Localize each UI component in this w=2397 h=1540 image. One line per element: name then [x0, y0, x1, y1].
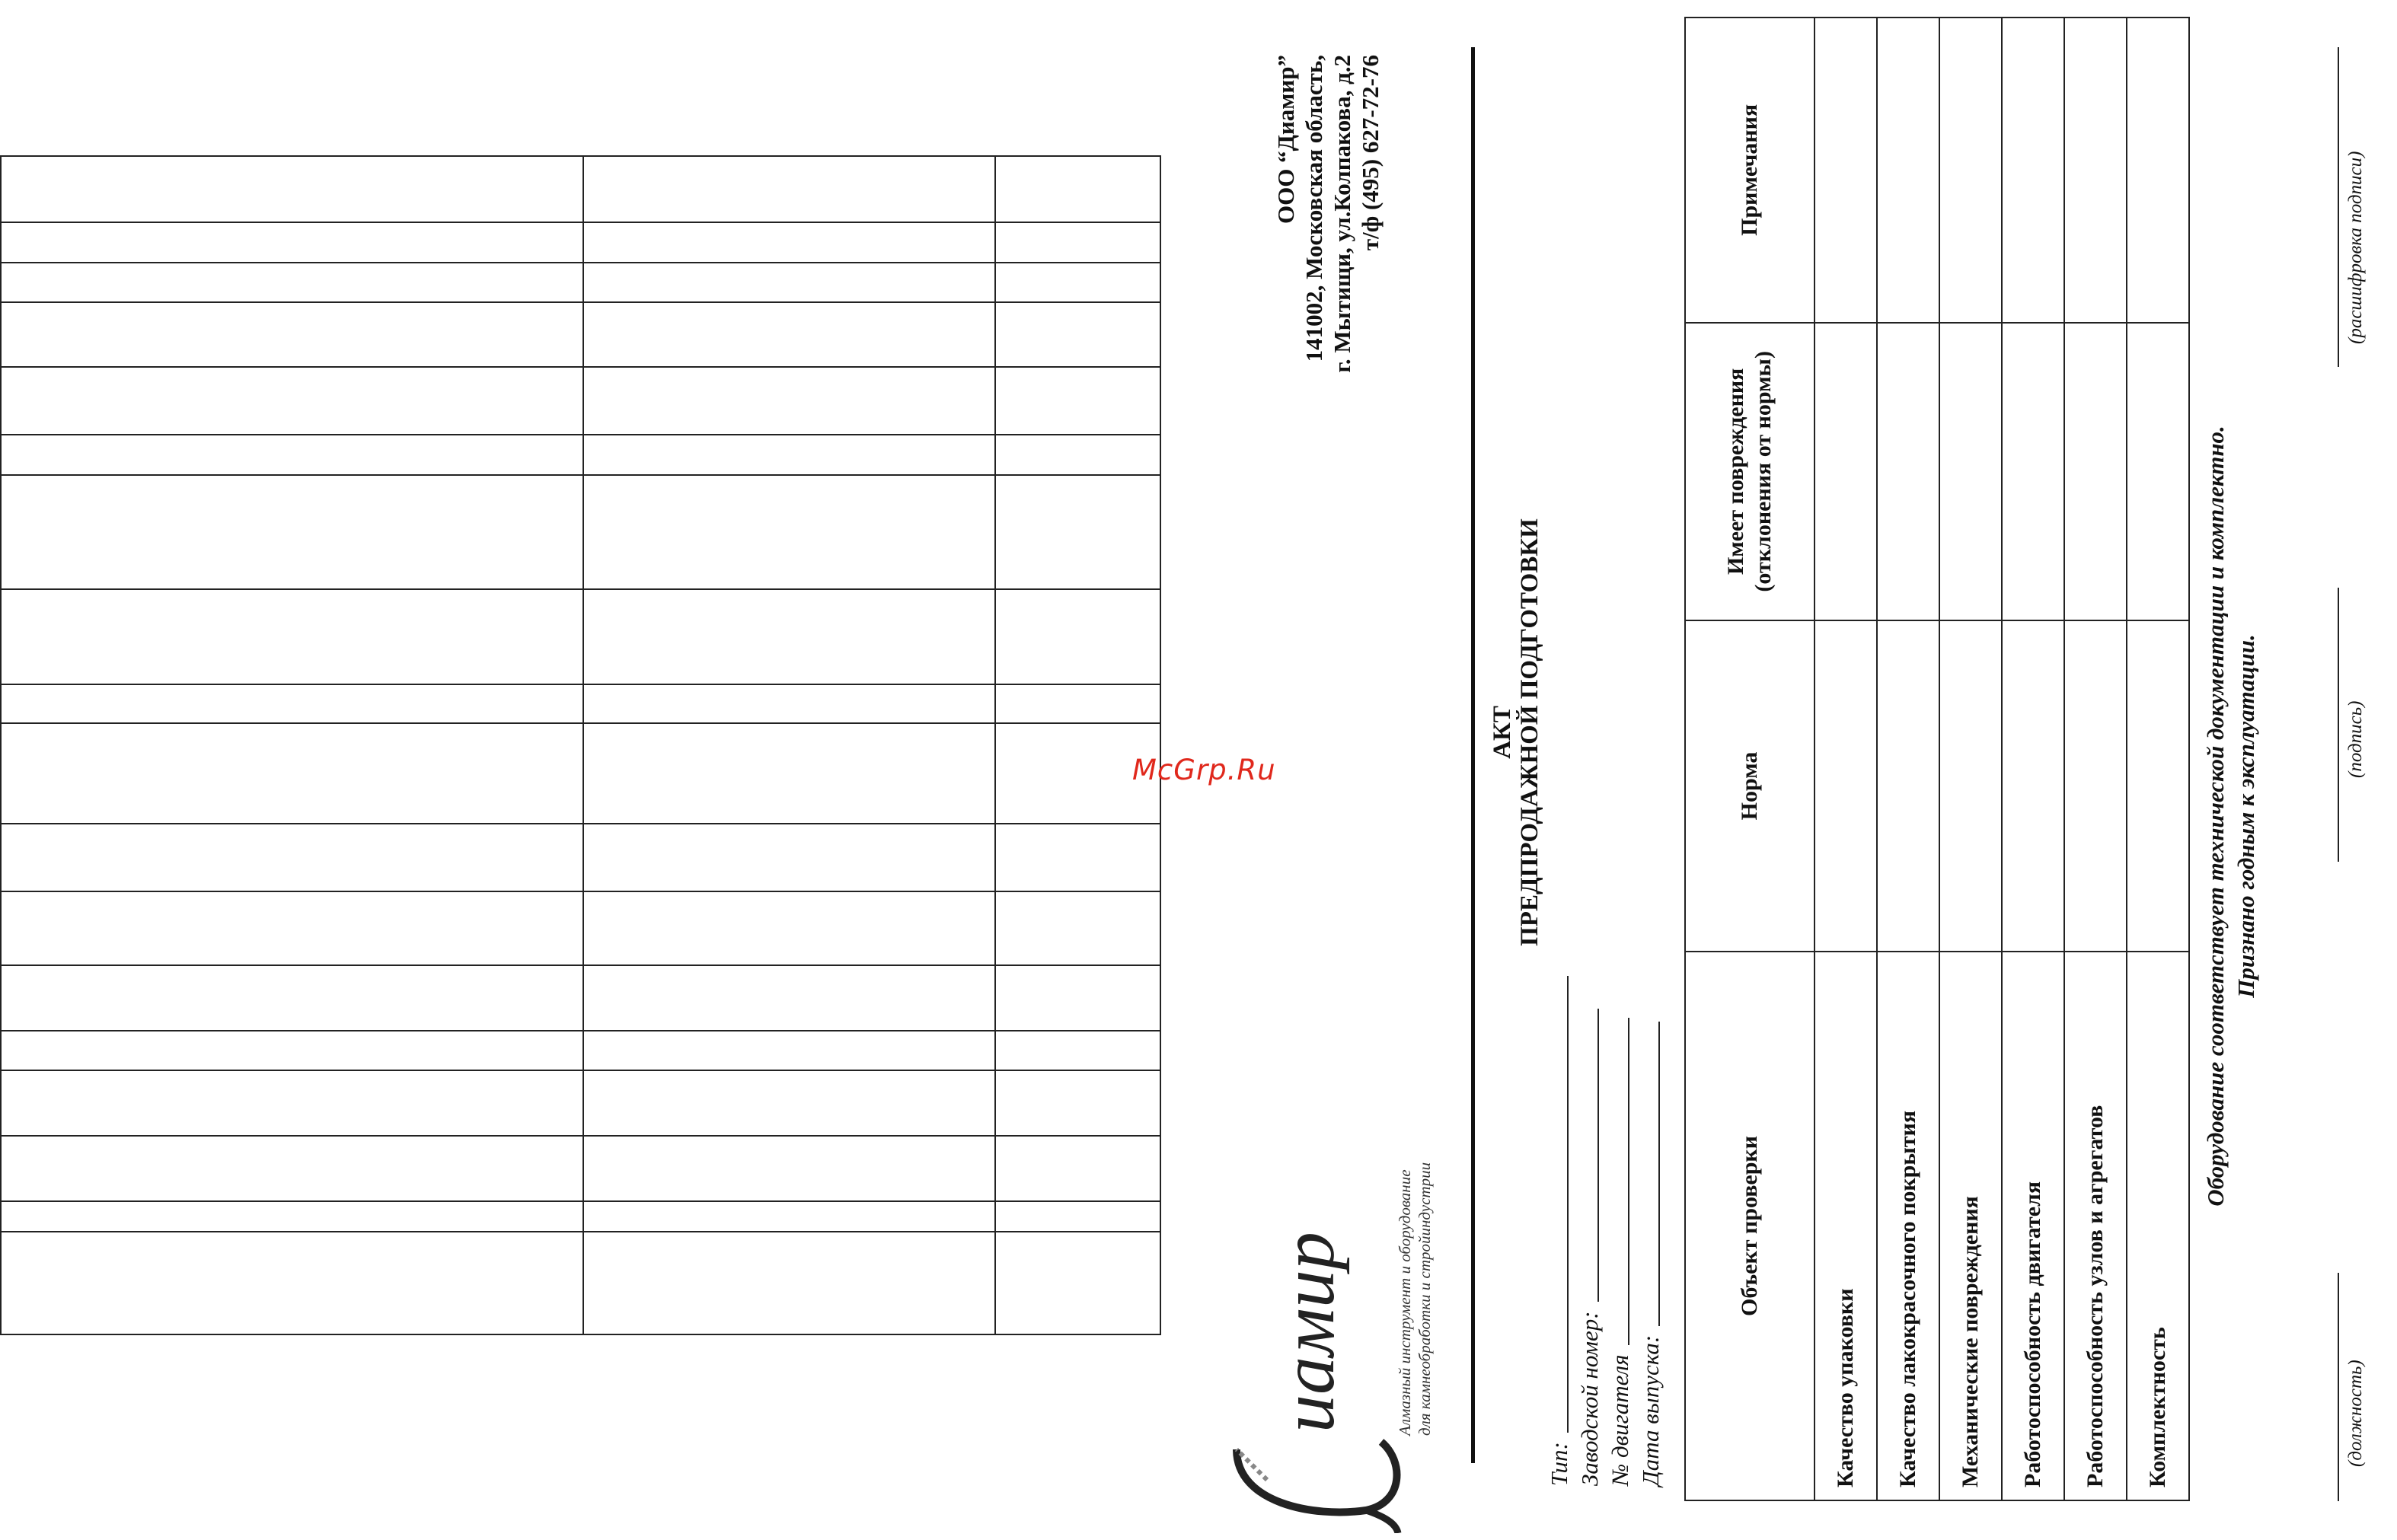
cell[interactable] [1815, 18, 1877, 323]
cell[interactable] [1877, 620, 1939, 952]
grid-row [1, 1201, 1160, 1232]
grid-cell[interactable] [995, 824, 1160, 891]
grid-cell[interactable] [583, 1201, 995, 1232]
grid-cell[interactable] [995, 589, 1160, 684]
grid-cell[interactable] [1, 723, 583, 824]
inspection-table [1684, 17, 2190, 1501]
cell[interactable] [1877, 323, 1939, 620]
grid-row [1, 1031, 1160, 1070]
table-row [2127, 18, 2189, 1500]
field-date-line [1658, 1022, 1660, 1326]
grid-cell[interactable] [1, 965, 583, 1031]
table-row [2064, 18, 2127, 1500]
grid-cell[interactable] [583, 684, 995, 723]
grid-cell[interactable] [995, 435, 1160, 475]
grid-cell[interactable] [583, 156, 995, 222]
grid-cell[interactable] [1, 824, 583, 891]
company-phone: т/ф (495) 627-72-76 [1357, 55, 1384, 251]
signature-position-line[interactable] [2338, 1273, 2339, 1501]
grid-cell[interactable] [1, 475, 583, 589]
grid-row [1, 891, 1160, 965]
grid-cell[interactable] [995, 302, 1160, 367]
cell[interactable] [2002, 323, 2064, 620]
grid-cell[interactable] [583, 1232, 995, 1334]
header-object: Объект проверки [1685, 952, 1815, 1500]
logo-wordmark: иамир [1266, 1232, 1350, 1433]
grid-cell[interactable] [995, 263, 1160, 302]
grid-cell[interactable] [995, 965, 1160, 1031]
grid-cell[interactable] [995, 1136, 1160, 1201]
cell[interactable] [2064, 620, 2127, 952]
field-serial-line [1597, 1009, 1599, 1302]
grid-cell[interactable] [1, 684, 583, 723]
logo-tagline: Алмазный инструмент и оборудование для камнеобработки и стройиндустрии [1396, 1162, 1435, 1436]
cell[interactable] [1877, 18, 1939, 323]
grid-cell[interactable] [583, 965, 995, 1031]
grid-cell[interactable] [1, 156, 583, 222]
grid-cell[interactable] [583, 1070, 995, 1136]
grid-cell[interactable] [583, 435, 995, 475]
grid-cell[interactable] [583, 589, 995, 684]
cell[interactable] [2064, 18, 2127, 323]
cell[interactable] [1815, 620, 1877, 952]
company-name: ООО “Диамир” [1272, 55, 1299, 224]
watermark: McGrp.Ru [1132, 754, 1276, 786]
grid-cell[interactable] [1, 1031, 583, 1070]
signature-decode-caption: (расшифровка подписи) [2345, 151, 2366, 344]
grid-cell[interactable] [583, 222, 995, 263]
grid-row [1, 222, 1160, 263]
table-row [1877, 18, 1939, 1500]
field-serial[interactable]: Заводской номер: [1575, 976, 1605, 1486]
header-norm: Норма [1685, 620, 1815, 952]
field-type[interactable]: Тип: [1544, 976, 1575, 1486]
grid-cell[interactable] [583, 1031, 995, 1070]
grid-cell[interactable] [583, 475, 995, 589]
row-label: Работоспособность узлов и агрегатов [2064, 952, 2127, 1500]
table-row [2002, 18, 2064, 1500]
grid-cell[interactable] [583, 891, 995, 965]
blank-grid-table [0, 155, 1161, 1335]
cell[interactable] [2002, 18, 2064, 323]
grid-cell[interactable] [583, 1136, 995, 1201]
grid-cell[interactable] [1, 222, 583, 263]
grid-row [1, 723, 1160, 824]
field-engine[interactable]: № двигателя [1605, 976, 1636, 1486]
grid-row [1, 1232, 1160, 1334]
equipment-fields [1544, 976, 1666, 1486]
grid-cell[interactable] [995, 367, 1160, 435]
act-title [1489, 466, 1543, 999]
grid-row [1, 435, 1160, 475]
cell[interactable] [2127, 323, 2189, 620]
grid-cell[interactable] [1, 435, 583, 475]
header-divider [1471, 47, 1475, 1463]
cell[interactable] [1939, 620, 2002, 952]
signature-position-caption: (должность) [2345, 1360, 2366, 1467]
grid-cell[interactable] [995, 1201, 1160, 1232]
grid-row [1, 589, 1160, 684]
row-label: Качество упаковки [1815, 952, 1877, 1500]
grid-cell[interactable] [995, 1031, 1160, 1070]
cell[interactable] [2064, 323, 2127, 620]
grid-cell[interactable] [583, 263, 995, 302]
grid-cell[interactable] [1, 1232, 583, 1334]
grid-row [1, 475, 1160, 589]
table-row [1815, 18, 1877, 1500]
grid-cell[interactable] [995, 1070, 1160, 1136]
grid-cell[interactable] [1, 1201, 583, 1232]
signature-line[interactable] [2338, 588, 2339, 862]
grid-cell[interactable] [995, 891, 1160, 965]
cell[interactable] [1815, 323, 1877, 620]
header-notes: Примечания [1685, 18, 1815, 323]
grid-row [1, 302, 1160, 367]
act-form [1218, 17, 2397, 1532]
logo-d-icon [1221, 1419, 1412, 1533]
grid-cell[interactable] [995, 684, 1160, 723]
grid-cell[interactable] [1, 891, 583, 965]
company-address-line1: 141002, Московская область, [1301, 55, 1327, 362]
act-title-sub: ПРЕДПРОДАЖНОЙ ПОДГОТОВКИ [1516, 518, 1543, 946]
row-label: Качество лакокрасочного покрытия [1877, 952, 1939, 1500]
field-type-line [1567, 976, 1569, 1433]
grid-row [1, 824, 1160, 891]
grid-cell[interactable] [583, 723, 995, 824]
row-label: Механические повреждения [1939, 952, 2002, 1500]
field-date[interactable]: Дата выпуска: [1636, 976, 1666, 1486]
grid-cell[interactable] [1, 302, 583, 367]
diamir-logo [1250, 1162, 1448, 1526]
conformity-line1: Оборудование соответствует технической документации и комплектно. [2202, 426, 2229, 1207]
field-engine-line [1628, 1018, 1629, 1345]
grid-row [1, 1070, 1160, 1136]
cell[interactable] [2002, 620, 2064, 952]
row-label: Работоспособность двигателя [2002, 952, 2064, 1500]
grid-row [1, 684, 1160, 723]
grid-cell[interactable] [583, 824, 995, 891]
grid-row [1, 263, 1160, 302]
grid-cell[interactable] [995, 1232, 1160, 1334]
signature-caption: (подпись) [2345, 700, 2366, 778]
grid-cell[interactable] [1, 263, 583, 302]
header-damage: Имеет повреждения (отклонения от нормы) [1685, 323, 1815, 620]
inspection-header-row [1685, 18, 1815, 1500]
act-title-main: АКТ [1489, 706, 1516, 759]
grid-cell[interactable] [995, 222, 1160, 263]
grid-cell[interactable] [1, 1136, 583, 1201]
grid-cell[interactable] [995, 156, 1160, 222]
row-label: Комплектность [2127, 952, 2189, 1500]
table-row [1939, 18, 2002, 1500]
company-address-line2: г. Мытищи, ул.Колпакова, д.2 [1329, 55, 1355, 373]
cell[interactable] [1939, 18, 2002, 323]
company-address [1272, 55, 1384, 373]
grid-cell[interactable] [1, 367, 583, 435]
grid-cell[interactable] [583, 367, 995, 435]
cell[interactable] [2127, 18, 2189, 323]
conformity-statement [2201, 131, 2261, 1501]
grid-row [1, 1136, 1160, 1201]
grid-row [1, 965, 1160, 1031]
grid-cell[interactable] [1, 1070, 583, 1136]
cell[interactable] [1939, 323, 2002, 620]
conformity-line2: Признано годным к эксплуатации. [2233, 634, 2259, 998]
cell[interactable] [2127, 620, 2189, 952]
grid-cell[interactable] [1, 589, 583, 684]
signature-decode-line[interactable] [2338, 47, 2339, 367]
grid-cell[interactable] [583, 302, 995, 367]
grid-row [1, 367, 1160, 435]
grid-cell[interactable] [995, 475, 1160, 589]
grid-row [1, 156, 1160, 222]
